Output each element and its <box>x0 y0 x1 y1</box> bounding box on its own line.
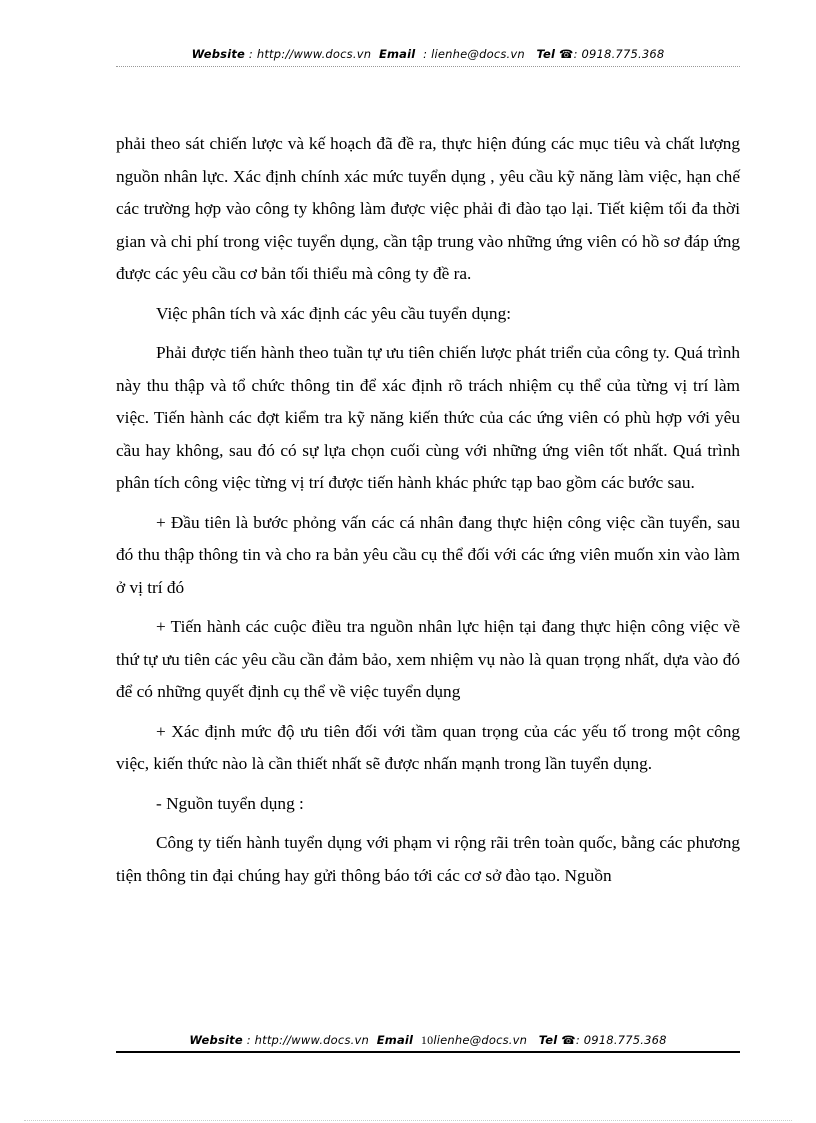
document-body <box>116 128 740 899</box>
page-edge <box>24 1120 792 1121</box>
header-website-label: Website <box>191 47 246 61</box>
paragraph-7: - Nguồn tuyển dụng : <box>156 793 304 813</box>
footer-tel-label: Tel <box>538 1033 558 1047</box>
footer-email-link[interactable]: lienhe@docs.vn <box>433 1033 528 1047</box>
page-header <box>116 47 740 61</box>
footer-website-label: Website <box>189 1033 243 1047</box>
paragraph-3: Phải được tiến hành theo tuần tự ưu tiên chiến lược phát triển của công ty. Quá trình này thu thập và tổ chức thông tin để xác định rõ trách nhiệm cụ thể của từng vị trí làm việc. Tiến hành các đợt kiểm tra kỹ năng kiến thức của các ứng viên có phù hợp với yêu cầu hay không, sau đó có sự lựa chọn cuối cùng với những ứng viên tốt nhất. Quá trình phân tích công việc từng vị trí được tiến hành khác phức tạp bao gồm các bước sau. <box>116 343 740 492</box>
paragraph-6: + Xác định mức độ ưu tiên đối với tầm quan trọng của các yếu tố trong một công việc, kiến thức nào là cần thiết nhất sẽ được nhấn mạnh trong lần tuyển dụng. <box>116 721 740 773</box>
header-tel-value: : 0918.775.368 <box>573 47 665 61</box>
header-tel-label: Tel <box>536 47 556 61</box>
footer-tel-value: : 0918.775.368 <box>575 1033 667 1047</box>
footer-divider <box>116 1051 740 1053</box>
header-website-link[interactable]: : http://www.docs.vn <box>248 47 372 61</box>
phone-icon: ☎ <box>559 47 574 61</box>
header-email-label: Email <box>378 47 416 61</box>
header-email-link[interactable]: : lienhe@docs.vn <box>423 47 525 61</box>
paragraph-2: Việc phân tích và xác định các yêu cầu tuyển dụng: <box>156 303 512 323</box>
paragraph-5: + Tiến hành các cuộc điều tra nguồn nhân lực hiện tại đang thực hiện công việc về thứ tự ưu tiên các yêu cầu cần đảm bảo, xem nhiệm vụ nào là quan trọng nhất, dựa vào đó để có những quyết định cụ thể về việc tuyển dụng <box>116 617 740 701</box>
paragraph-8: Công ty tiến hành tuyển dụng với phạm vi rộng rãi trên toàn quốc, bằng các phương tiện thông tin đại chúng hay gửi thông báo tới các cơ sở đào tạo. Nguồn <box>116 833 740 885</box>
phone-icon: ☎ <box>561 1033 576 1047</box>
paragraph-1: phải theo sát chiến lược và kế hoạch đã đề ra, thực hiện đúng các mục tiêu và chất lượng nguồn nhân lực. Xác định chính xác mức tuyển dụng , yêu cầu kỹ năng làm việc, hạn chế các trường hợp vào công ty không làm được việc phải đi đào tạo lại. Tiết kiệm tối đa thời gian và chi phí trong việc tuyển dụng, cần tập trung vào những ứng viên có hồ sơ đáp ứng được các yêu cầu cơ bản tối thiểu mà công ty đề ra. <box>116 134 740 283</box>
page-number: 10 <box>420 1033 434 1047</box>
footer-website-link[interactable]: : http://www.docs.vn <box>246 1033 369 1047</box>
paragraph-4: + Đầu tiên là bước phỏng vấn các cá nhân đang thực hiện công việc cần tuyển, sau đó thu thập thông tin và cho ra bản yêu cầu cụ thể đối với các ứng viên muốn xin vào làm ở vị trí đó <box>116 512 740 597</box>
header-divider <box>116 66 740 67</box>
page-footer <box>116 1033 740 1048</box>
footer-email-label: Email <box>376 1033 414 1047</box>
